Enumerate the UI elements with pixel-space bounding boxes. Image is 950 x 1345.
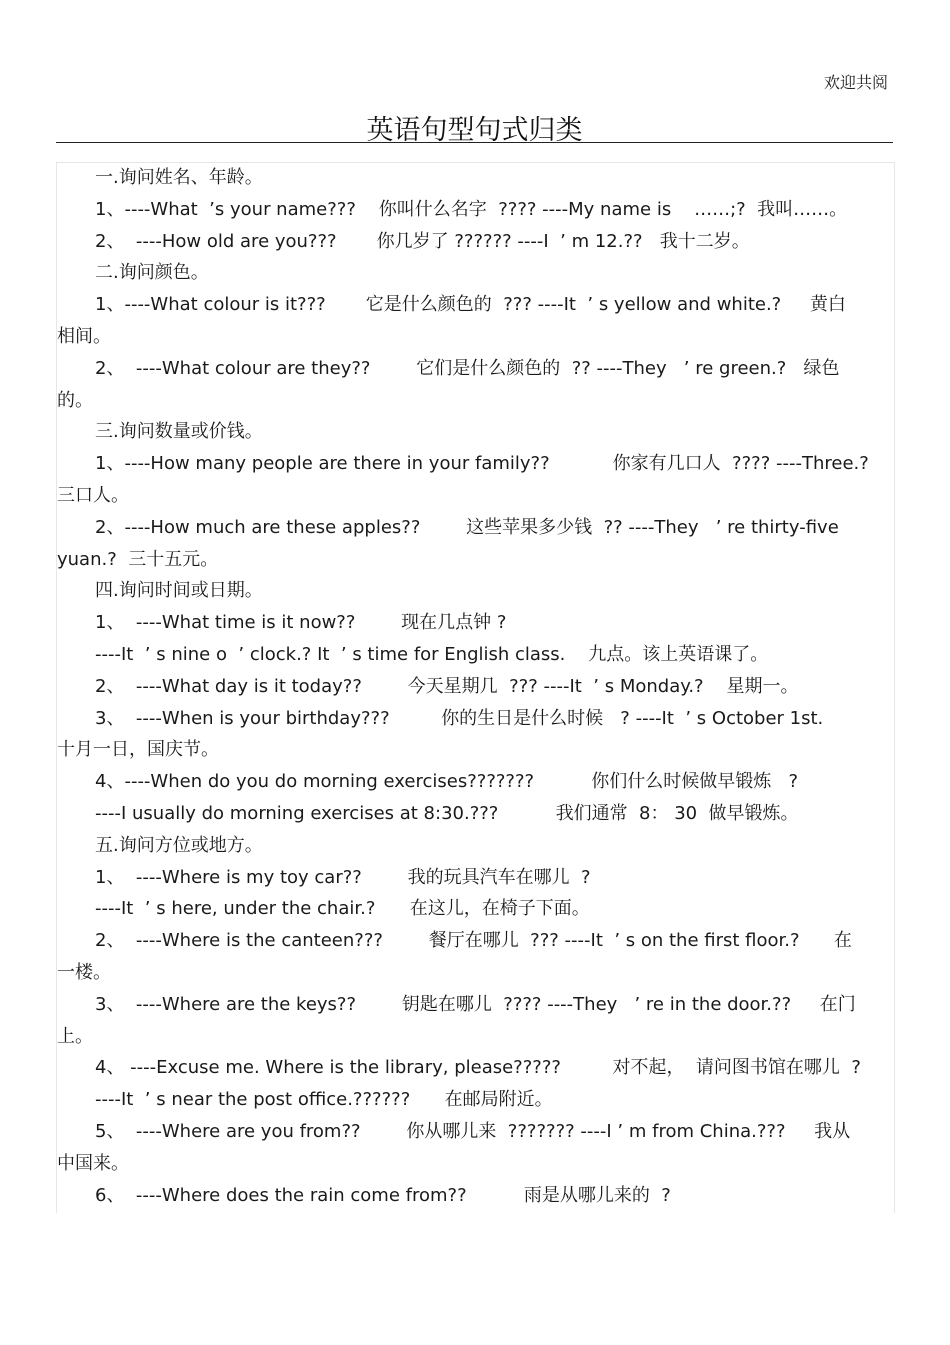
text-line: 一.询问姓名、年龄。 [95,167,263,188]
text-line: ----It ’ s here, under the chair.? 在这儿，在椅子下面。 [95,898,590,920]
text-line: ----It ’ s near the post office.?????? 在邮局附近。 [95,1089,553,1111]
text-line: yuan.? 三十五元。 [57,548,219,570]
text-line: 一楼。 [57,961,111,983]
text-line: 上。 [57,1025,93,1047]
text-line: 的。 [57,389,93,411]
text-line: 1、----What colour is it??? 它是什么颜色的 ??? ----It ’ s yellow and white.? 黄白 [95,294,846,316]
text-line: 相间。 [57,325,111,347]
document-body [57,162,892,1211]
text-line: 十月一日，国庆节。 [57,739,219,761]
title-rule [56,106,893,146]
text-line: 二.询问颜色。 [95,262,209,284]
text-line: ----I usually do morning exercises at 8:30.??? 我们通常 8： 30 做早锻炼。 [95,802,799,824]
text-line: 1、 ----What time is it now?? 现在几点钟 ? [95,612,507,634]
header-note: 欢迎共阅 [823,73,888,92]
text-line: 四.询问时间或日期。 [95,580,263,602]
text-line: 6、 ----Where does the rain come from?? 雨是从哪儿来的 ? [95,1184,671,1206]
text-line: ----It ’ s nine o ’ clock.? It ’ s time for English class. 九点。该上英语课了。 [95,643,769,665]
text-line: 2、 ----What colour are they?? 它们是什么颜色的 ?? ----They ’ re green.? 绿色 [95,357,840,379]
text-line: 3、 ----When is your birthday??? 你的生日是什么时候 ? ----It ’ s October 1st. [95,707,824,729]
text-line: 5、 ----Where are you from?? 你从哪儿来 ??????? ----I ’ m from China.??? 我从 [95,1120,851,1142]
text-line: 1、----How many people are there in your family?? 你家有几口人 ???? ----Three.? [95,453,869,475]
text-line: 4、----When do you do morning exercises??????? 你们什么时候做早锻炼 ? [95,771,799,793]
text-line: 三口人。 [57,484,129,506]
text-line: 1、 ----Where is my toy car?? 我的玩具汽车在哪儿 ? [95,866,591,888]
text-line: 五.询问方位或地方。 [95,834,263,856]
text-line: 中国来。 [57,1152,129,1174]
text-line: 2、 ----Where is the canteen??? 餐厅在哪儿 ??? ----It ’ s on the first floor.? 在 [95,930,852,952]
text-line: 4、 ----Excuse me. Where is the library, please????? 对不起， 请问图书馆在哪儿 ? [95,1057,861,1079]
page-title: 英语句型句式归类 [366,115,583,146]
text-line: 3、 ----Where are the keys?? 钥匙在哪儿 ???? ----They ’ re in the door.?? 在门 [95,993,856,1015]
text-line: 2、 ----How old are you??? 你几岁了 ?????? ----I ’ m 12.?? 我十二岁。 [95,230,750,252]
text-line: 1、----What ’s your name??? 你叫什么名字 ???? ----My name is ……;? 我叫……。 [95,198,848,220]
text-line: 三.询问数量或价钱。 [95,421,263,443]
text-line: 2、----How much are these apples?? 这些苹果多少钱 ?? ----They ’ re thirty-five [95,516,839,538]
text-line: 2、 ----What day is it today?? 今天星期几 ??? ----It ’ s Monday.? 星期一。 [95,675,799,697]
